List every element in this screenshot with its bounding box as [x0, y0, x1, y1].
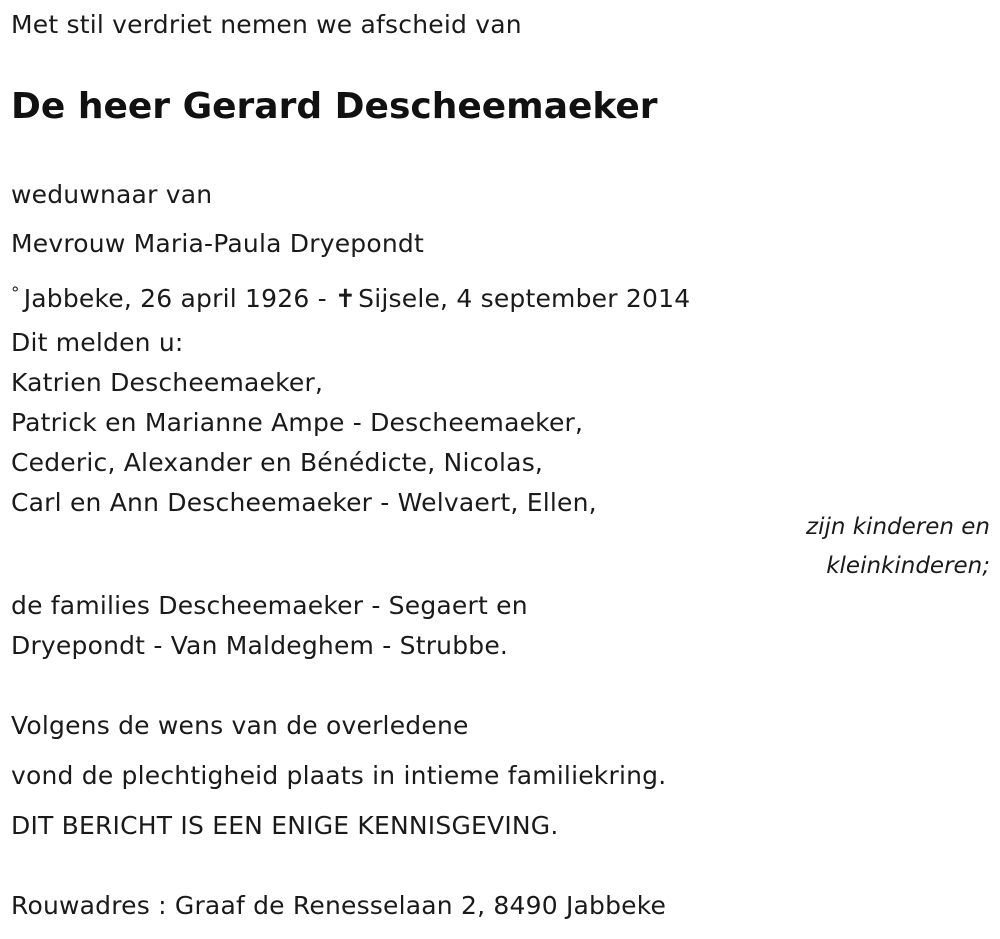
notice-text: DIT BERICHT IS EEN ENIGE KENNISGEVING. — [11, 811, 559, 840]
deceased-name: De heer Gerard Descheemaeker — [11, 86, 658, 127]
intro-text: Met stil verdriet nemen we afscheid van — [11, 10, 522, 39]
address-text: Rouwadres : Graaf de Renesselaan 2, 8490 Jabbeke — [11, 891, 667, 920]
children-line: Carl en Ann Descheemaeker - Welvaert, Ellen, — [11, 488, 597, 517]
cross-icon: ✝ — [335, 284, 357, 313]
families-line: Dryepondt - Van Maldeghem - Strubbe. — [11, 631, 509, 660]
children-line: Katrien Descheemaeker, — [11, 368, 324, 397]
relation-text: weduwnaar van — [11, 180, 213, 209]
spouse-name: Mevrouw Maria-Paula Dryepondt — [11, 229, 424, 258]
children-line: Cederic, Alexander en Bénédicte, Nicolas, — [11, 448, 544, 477]
wish-line: Volgens de wens van de overledene — [11, 711, 469, 740]
birth-text: Jabbeke, 26 april 1926 - — [23, 284, 327, 313]
children-line: Patrick en Marianne Ampe - Descheemaeker, — [11, 408, 584, 437]
wish-line: vond de plechtigheid plaats in intieme familiekring. — [11, 761, 667, 790]
death-text: Sijsele, 4 september 2014 — [358, 284, 691, 313]
birth-symbol: ° — [11, 284, 20, 304]
announcers-intro: Dit melden u: — [11, 328, 184, 357]
families-line: de families Descheemaeker - Segaert en — [11, 591, 528, 620]
children-note-line: zijn kinderen en — [806, 514, 990, 540]
birth-death-line — [11, 279, 690, 314]
children-note-line: kleinkinderen; — [826, 553, 990, 579]
